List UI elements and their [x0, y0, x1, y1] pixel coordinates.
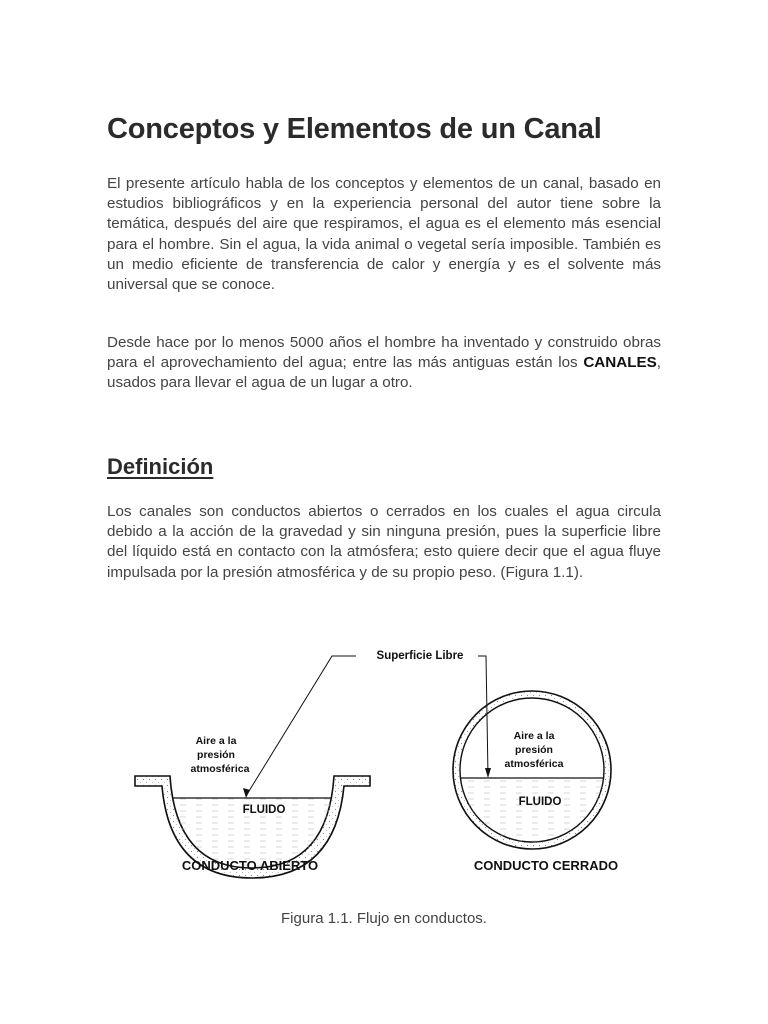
open-air-label-1: Aire a la — [195, 735, 237, 747]
open-conduit — [135, 735, 370, 878]
figure-caption: Figura 1.1. Flujo en conductos. — [281, 910, 487, 927]
closed-fluid-label: FLUIDO — [518, 796, 562, 808]
section-heading-definicion: Definición — [107, 454, 214, 479]
history-paragraph — [107, 333, 661, 394]
closed-air-label-2: presión — [515, 744, 553, 756]
open-fluid-label: FLUIDO — [242, 804, 286, 816]
canales-emphasis: CANALES — [583, 354, 657, 372]
open-leader-line — [246, 656, 356, 796]
page-title: Conceptos y Elementos de un Canal — [107, 113, 602, 145]
history-text-start: Desde hace por lo menos 5000 años el hombre ha inventado y construido obras para el aprovechamiento del agua; entre las más antiguas están los — [107, 334, 661, 372]
closed-conduit-name: CONDUCTO CERRADO — [473, 858, 619, 873]
open-conduit-name: CONDUCTO ABIERTO — [181, 858, 319, 873]
free-surface-label: Superficie Libre — [376, 650, 464, 662]
definition-paragraph: Los canales son conductos abiertos o cerrados en los cuales el agua circula debido a la acción de la gravedad y sin ninguna presión, pues la superficie libre del líquido está en contacto con la atmósfera; esto quiere decir que el agua fluye impulsada por la presión atmosférica y de su propio peso. (Figura 1.1). — [107, 503, 661, 581]
closed-air-label-3: atmosférica — [504, 758, 564, 770]
open-leader-arrowhead — [243, 788, 250, 798]
intro-paragraph: El presente artículo habla de los conceptos y elementos de un canal, basado en estudios bibliográficos y en la experiencia personal del autor tiene sobre la temática, después del aire que respiramos, el agua es el elemento más esencial para el hombre. Sin el agua, la vida animal o vegetal sería imposible. También es un medio eficiente de transferencia de calor y energía y es el solvente más universal que se conoce. — [107, 175, 661, 294]
open-air-label-2: presión — [197, 749, 235, 761]
closed-air-label-1: Aire a la — [513, 730, 555, 742]
closed-conduit — [450, 691, 620, 873]
figure-conduit-flow — [130, 640, 640, 890]
conduit-diagram — [130, 640, 640, 890]
history-text-end: , usados para llevar el agua de un lugar a otro. — [107, 354, 661, 392]
open-air-label-3: atmosférica — [190, 763, 250, 775]
